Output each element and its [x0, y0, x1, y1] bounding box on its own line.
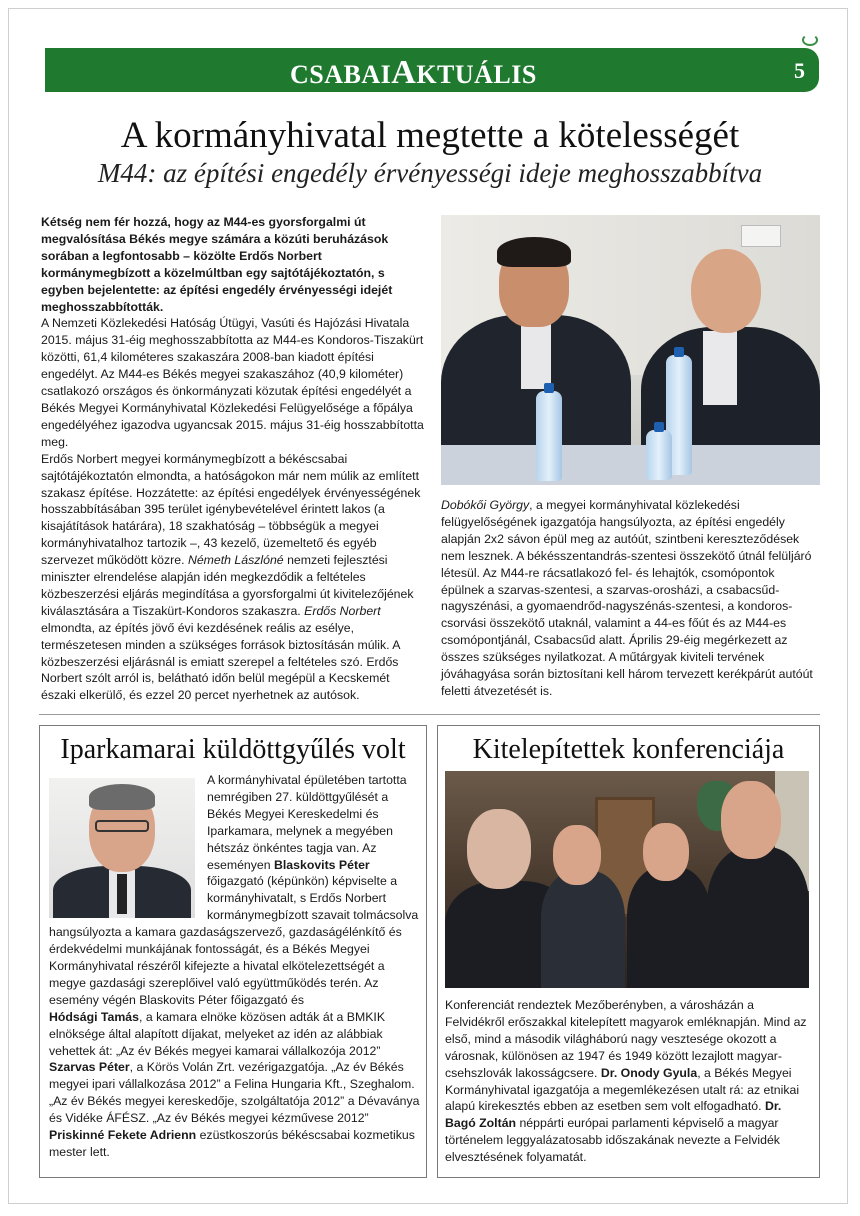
name-onody: Dr. Onody Gyula: [600, 1065, 698, 1080]
name-priskinne: Priskinné Fekete Adrienn: [49, 1128, 197, 1143]
conference-text-2: , a Békés Megyei Kormányhivatal igazgatója a megemlékezésen utalt rá: az etnikai alapú kirekesztés ebben az esetben sem volt elfogadható.: [445, 1065, 800, 1114]
article-body: [41, 214, 427, 704]
conference-text-3: néppárti európai parlamenti képviselő a magyar történelem leggyalázatosabb időszakának nevezte a Felvidék elvesztésének folyamatát.: [445, 1116, 780, 1165]
section-divider: [39, 714, 820, 715]
name-erdos: Erdős Norbert: [304, 603, 381, 618]
paragraph-2-part-c: elmondta, az építés jövő évi kezdésének reális az esélye, természetesen minden a szükséges források biztosításán múlik. A közbeszerzési eljárásnál is emiatt szerepel a feltételes szó. Erdős Norbert szólt arról is, belátható időn belül megépül a Kecskemét északi elkerülő, és ezzel 20 percet nyerhetnek az autósok.: [41, 620, 400, 703]
chamber-meeting-body: [49, 772, 421, 1161]
brand-part-a: A: [391, 54, 417, 91]
wall-thermostat: [741, 225, 781, 247]
masthead-banner: [45, 48, 819, 92]
article-subhead: M44: az építési engedély érvényességi ideje meghosszabbítva: [97, 158, 763, 188]
name-bago: Dr. Bagó Zoltán: [445, 1099, 782, 1131]
conference-text-1: Konferenciát rendeztek Mezőberényben, a városházán a Felvidékről erőszakkal kitelepített magyarok emléknapján. Mind az első, mind a második világháború nagy vesztesége okozott a városnak, különösen az 1947 és 1949 között lezajlott magyar-csehszlovák lakosságcsere.: [445, 998, 807, 1080]
name-nemeth: Németh Lászlóné: [187, 553, 284, 568]
article-paragraph-1: A Nemzeti Közlekedési Hatóság Útügyi, Vasúti és Hajózási Hivatala 2015. május 31-éig meghosszabbította az M44-es Kondoros-Tiszakürt közötti, 61,4 kilométeres szakaszára 2008-ban kiadott építési engedélyt. Az M44-es Békés megyei szakaszához (40,9 kilométer) csatlakozó országos és önkormányzati közutak építési engedélyét a Békés Megyei Kormányhivatal Közlekedési Felügyelősége a főpálya engedélyéhez igazodva ugyancsak 2015. május 31-éig hosszabbította meg.: [41, 316, 424, 449]
article-paragraph-2: [41, 451, 427, 705]
portrait-photo: [49, 778, 195, 918]
deportees-conference-title: Kitelepítettek konferenciája: [472, 734, 785, 765]
brand-part-csabai: CSABAI: [290, 60, 392, 89]
swirl-ornament-icon: [802, 34, 818, 46]
press-conference-photo: [441, 215, 820, 485]
caption-text: , a megyei kormányhivatal közlekedési felügyelőségének igazgatója hangsúlyozta, az építési engedély alapján 2x2 sávon épül meg az autóút, szintbeni kereszteződések nem lesznek. A békésszentandrás-szentesi összekötő útnál felüljáró létesül. Az M44-re rácsatlakozó fel- és lehajtók, csomópontok épülnek a szarvas-szentesi, a szarvas-orosházi, a csabacsűd-nagyszénási, a gyomaendrőd-nagyszénás-szentesi, a kondoros-csorvási összekötő utaknál, valamint a 44-es főút és az M44-es csomópontjánál, Csabacsűd alatt. Április 29-éig megérkezett az összes szükséges nyilatkozat. A műtárgyak kiviteli tervének jóváhagyása során biztosítani kell három tervezett kerékpárút autóút feletti átvezetését is.: [441, 498, 813, 698]
masthead-brand: [290, 54, 537, 92]
caption-name: Dobókői György: [441, 498, 530, 512]
article-lead: [41, 214, 427, 315]
chamber-text-3: , a kamara elnöke közösen adták át a BMKIK elnöksége által alapított díjakat, melyeket az idén az alábbiak vehettek át: „Az év Békés megyei kamarai vállalkozója 2012”: [49, 1009, 386, 1058]
paragraph-2-part-b: nemzeti fejlesztési miniszter elrendelése alapján idén megkezdődik a feltételes közbeszerzési eljárás megindítása a gyorsforgalmi út kivitelezőjének kiválasztására a Tiszakürt-Kondoros szakaszra.: [41, 553, 414, 618]
page-number: 5: [794, 58, 805, 83]
chamber-text-1: A kormányhivatal épületében tartotta nemrégiben 27. küldöttgyűlését a Békés Megyei Kereskedelmi és Iparkamara, melynek a megyében hétszáz önkéntes tagja van. Az eseményen: [207, 773, 407, 872]
chamber-text-5: ezüstkoszorús békéscsabai kozmetikus mester lett.: [49, 1128, 415, 1159]
name-szarvas: Szarvas Péter: [49, 1060, 130, 1075]
photo-caption: [441, 497, 820, 700]
chamber-meeting-paragraph-2: [49, 1009, 421, 1161]
name-hodsagi: Hódsági Tamás: [49, 1009, 139, 1024]
chamber-meeting-title: Iparkamarai küldöttgyűlés volt: [60, 734, 406, 765]
brand-part-ktualis: KTUÁLIS: [416, 60, 537, 89]
chamber-text-4: , a Körös Volán Zrt. vezérigazgatója. „Az év Békés megyei ipari vállalkozása 2012” a Felina Hungaria Kft., Szeghalom. „Az év Békés megyei kereskedője, szolgáltatója 2012” a Dévaványa és Vidéke ÁFÉSZ. „Az év Békés megyei kézművese 2012”: [49, 1060, 420, 1126]
conference-body: [445, 997, 815, 1166]
article-headline: A kormányhivatal megtette a kötelességét: [120, 115, 740, 156]
name-blaskovits: Blaskovits Péter: [274, 857, 370, 872]
lead-text: Kétség nem fér hozzá, hogy az M44-es gyorsforgalmi út megvalósítása Békés megye számára a közúti beruházások sorában a legfontosabb – közölte Erdős Norbert kormánymegbízott a közelmúltban egy sajtótájékoztatón, s egyben bejelentette: az építési engedély érvényességi idejét meghosszabbították.: [41, 215, 393, 314]
paragraph-2-part-a: Erdős Norbert megyei kormánymegbízott a békéscsabai sajtótájékoztatón elmondta, a hatóságokon már nem múlik az említett szakasz építése. Hozzátette: az építési engedélyek érvényességének hosszabbításában 395 terület igénybevételével érintett lakos (a kisajátítások határára), 18 szakhatóság – többségük a megyei kormányhivatalhoz tartozik –, 43 kezelő, üzemeltető és egyéb szervezet működött közre.: [41, 451, 421, 568]
conference-photo: [445, 771, 809, 988]
chamber-text-2: főigazgató (képünkön) képviselte a kormányhivatalt, s Erdős Norbert kormánymegbízott szavait tolmácsolva hangsúlyozta a kamara gazdaságszervező, gazdaságélénkítő és érdekvédelmi munkájának fontosságát, és a Békés Megyei Kormányhivatal részéről kifejezte a hivatal elkötelezettségét a megye gazdasági szereplőivel való együttműködés terén. Az esemény végén Blaskovits Péter főigazgató és: [49, 874, 419, 1007]
